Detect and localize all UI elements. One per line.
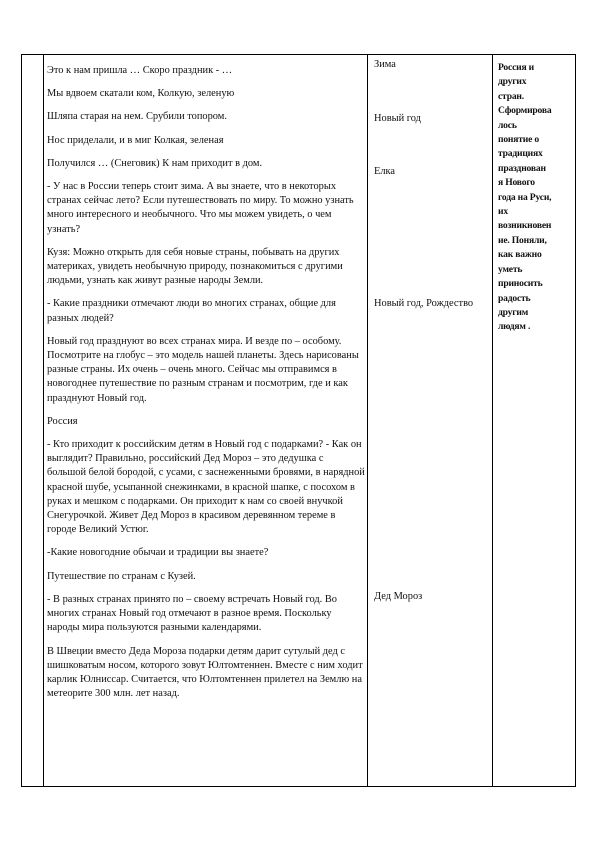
- result-line: людям .: [498, 321, 531, 333]
- keyword-item: Новый год: [374, 113, 421, 124]
- lesson-table: [21, 54, 576, 787]
- result-line: стран.: [498, 90, 524, 102]
- text-paragraph: - Кто приходит к российским детям в Новый год с подарками? - Как он выглядит? Правильно, российский Дед Мороз – это дедушка с большой белой бородой, с усами, с заснеженными бровями, в нарядной красной шубе, усыпанной снежинками, в красной шапке, с посохом в руках и мешком с подарками. Он приходит к нам со своей внучкой Снегурочкой. Живет Дед Мороз в красивом деревянном тереме в городе Великий Устюг.: [47, 439, 365, 536]
- column-divider-left: [43, 55, 44, 786]
- result-line: как важно: [498, 249, 542, 261]
- keyword-item: Зима: [374, 59, 396, 70]
- column-divider-right: [492, 55, 493, 786]
- text-paragraph: - В разных странах принято по – своему встречать Новый год. Во многих странах Новый год отмечают в разное время. Поскольку народы мира пользуются разными календарями.: [47, 593, 338, 634]
- text-paragraph: -Какие новогодние обычаи и традиции вы знаете?: [47, 547, 269, 559]
- result-line: лось: [498, 119, 517, 131]
- text-paragraph: Новый год празднуют во всех странах мира. И везде по – особому. Посмотрите на глобус – это модель нашей планеты. Здесь нарисованы разные страны. Их очень – очень много. Сейчас мы отправимся в новогоднее путешествие по разным странам и посмотрим, где и как празднуют Новый год.: [47, 335, 359, 404]
- result-line: возникновен: [498, 220, 552, 232]
- text-paragraph: Нос приделали, и в миг Колкая, зеленая: [47, 134, 224, 146]
- text-paragraph: Россия: [47, 415, 78, 427]
- result-line: ие. Поняли,: [498, 234, 547, 246]
- result-line: приносить: [498, 278, 543, 290]
- result-line: радость: [498, 292, 531, 304]
- column-divider-middle: [367, 55, 368, 786]
- result-line: другим: [498, 306, 529, 318]
- result-line: Сформирова: [498, 105, 552, 117]
- text-paragraph: Путешествие по странам с Кузей.: [47, 570, 196, 582]
- result-column: [498, 61, 574, 335]
- text-paragraph: - У нас в России теперь стоит зима. А вы знаете, что в некоторых странах сейчас лето? Если путешествовать по миру. То можно узнать много интересного и необычного. Что мы можем увидеть, о чем узнать?: [47, 181, 354, 235]
- result-line: Россия и: [498, 62, 534, 73]
- keyword-item: Елка: [374, 166, 396, 177]
- text-paragraph: Это к нам пришла … Скоро праздник - …: [47, 65, 233, 76]
- keyword-item: Новый год, Рождество: [374, 298, 474, 309]
- text-paragraph: Шляпа старая на нем. Срубили топором.: [47, 111, 227, 123]
- result-line: празднован: [498, 162, 546, 174]
- result-line: других: [498, 76, 527, 88]
- result-line: я Нового: [498, 177, 535, 189]
- lesson-text-column: [47, 64, 365, 710]
- keyword-item: Дед Мороз: [374, 591, 423, 602]
- result-line: уметь: [498, 263, 523, 275]
- result-line: понятие о: [498, 134, 539, 146]
- text-paragraph: Кузя: Можно открыть для себя новые страны, побывать на других материках, увидеть необычную природу, познакомиться с другими людьми, узнать как живут разные народы Земли.: [47, 246, 343, 287]
- result-line: года на Руси,: [498, 191, 552, 203]
- text-paragraph: Получился … (Снеговик) К нам приходит в дом.: [47, 157, 263, 169]
- text-paragraph: В Швеции вместо Деда Мороза подарки детям дарит сутулый дед с шишковатым носом, которого зовут Юлтомтеннен. Вместе с ним ходит карлик Юлниссар. Считается, что Юлтомтеннен прилетел на Землю на метеорите 300 млн. лет назад.: [47, 645, 363, 700]
- text-paragraph: - Какие праздники отмечают люди во многих странах, общие для разных людей?: [47, 298, 336, 324]
- result-line: их: [498, 206, 508, 218]
- text-paragraph: Мы вдвоем скатали ком, Колкую, зеленую: [47, 88, 235, 100]
- result-line: традициях: [498, 148, 543, 160]
